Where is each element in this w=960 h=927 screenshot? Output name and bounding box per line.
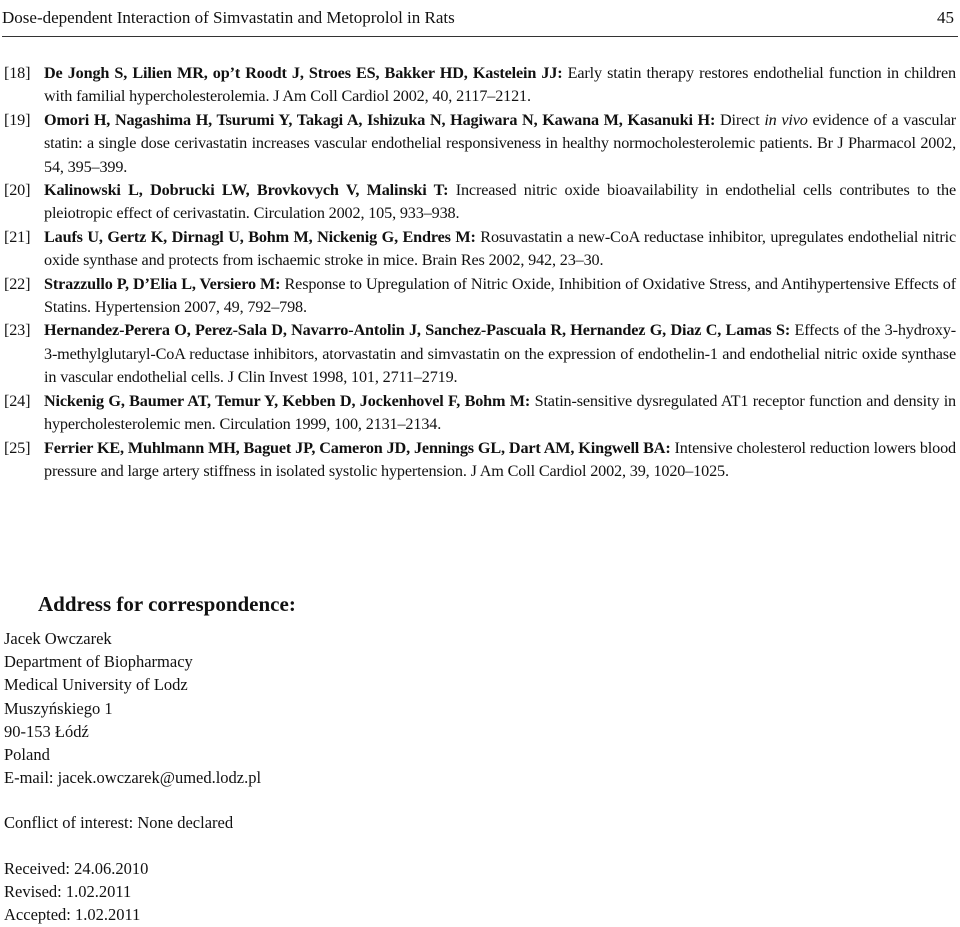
- reference-text: Response to Upregulation of Nitric Oxide, Inhibition of Oxidative Stress, and Antihypertensive Effects of Statins. Hypertension 2007, 49, 792–798.: [44, 274, 956, 317]
- reference-text: Rosuvastatin a new-CoA reductase inhibitor, upregulates endothelial nitric oxide synthase and protects from ischaemic stroke in mice. Brain Res 2002, 942, 23–30.: [44, 227, 957, 270]
- article-dates: [4, 857, 148, 927]
- date-accepted: Accepted: 1.02.2011: [4, 905, 141, 925]
- reference-item: [4, 319, 956, 389]
- reference-authors: Hernandez-Perera O, Perez-Sala D, Navarro-Antolin J, Sanchez-Pascuala R, Hernandez G, Diaz C, Lamas S:: [44, 321, 791, 340]
- reference-number: [21]: [4, 227, 31, 246]
- reference-authors: Nickenig G, Baumer AT, Temur Y, Kebben D, Jockenhovel F, Bohm M:: [44, 391, 531, 410]
- reference-authors: Omori H, Nagashima H, Tsurumi Y, Takagi A, Ishizuka N, Hagiwara N, Kawana M, Kasanuki H:: [44, 110, 716, 129]
- running-header: [2, 0, 958, 37]
- reference-number: [20]: [4, 181, 31, 200]
- reference-number: [25]: [4, 438, 31, 457]
- correspondence-city: 90-153 Łódź: [4, 721, 89, 741]
- reference-authors: Kalinowski L, Dobrucki LW, Brovkovych V, Malinski T:: [44, 181, 449, 200]
- conflict-of-interest: Conflict of interest: None declared: [4, 813, 234, 832]
- reference-list: [4, 62, 956, 483]
- running-title: Dose-dependent Interaction of Simvastatin and Metoprolol in Rats: [2, 8, 455, 27]
- reference-text: Increased nitric oxide bioavailability in endothelial cells contributes to the pleiotropic effect of cerivastatin. Circulation 2002, 105, 933–938.: [44, 181, 956, 223]
- reference-number: [22]: [4, 274, 31, 293]
- reference-number: [23]: [4, 321, 31, 340]
- reference-item: [4, 109, 956, 179]
- reference-item: [4, 226, 956, 273]
- correspondence-block: [4, 590, 296, 789]
- reference-item: [4, 273, 956, 320]
- reference-italic-text: in vivo: [764, 110, 808, 129]
- page-number: 45: [937, 8, 954, 27]
- reference-text: Intensive cholesterol reduction lowers blood pressure and large artery stiffness in isolated systolic hypertension. J Am Coll Cardiol 2002, 39, 1020–1025.: [44, 438, 956, 480]
- date-revised: Revised: 1.02.2011: [4, 882, 132, 902]
- reference-number: [18]: [4, 64, 31, 82]
- reference-authors: De Jongh S, Lilien MR, op’t Roodt J, Stroes ES, Bakker HD, Kastelein JJ:: [44, 64, 563, 82]
- reference-authors: Strazzullo P, D’Elia L, Versiero M:: [44, 274, 281, 293]
- reference-item: [4, 179, 956, 226]
- reference-item: [4, 390, 956, 437]
- reference-authors: Laufs U, Gertz K, Dirnagl U, Bohm M, Nickenig G, Endres M:: [44, 227, 476, 246]
- reference-text: Early statin therapy restores endothelial function in children with familial hypercholesterolemia. J Am Coll Cardiol 2002, 40, 2117–2121.: [44, 64, 956, 106]
- reference-number: [24]: [4, 391, 31, 410]
- reference-text: Direct: [715, 110, 765, 129]
- reference-text-continued: evidence of a vascular statin: a single dose cerivastatin increases vascular endothelial responsiveness in healthy normocholesterolemic patients. Br J Pharmacol 2002, 54, 395–399.: [44, 110, 956, 176]
- correspondence-institution: Medical University of Lodz: [4, 675, 188, 695]
- correspondence-country: Poland: [4, 745, 50, 765]
- reference-authors: Ferrier KE, Muhlmann MH, Baguet JP, Cameron JD, Jennings GL, Dart AM, Kingwell BA:: [44, 438, 671, 457]
- reference-text: Statin-sensitive dysregulated AT1 receptor function and density in hypercholesterolemic men. Circulation 1999, 100, 2131–2134.: [44, 391, 956, 434]
- reference-number: [19]: [4, 110, 31, 129]
- reference-item: [4, 62, 956, 109]
- reference-text: Effects of the 3-hydroxy-3-methylglutaryl-CoA reductase inhibitors, atorvastatin and simvastatin on the expression of endothelin-1 and endothelial nitric oxide synthase in vascular endothelial cells. J Clin Invest 1998, 101, 2711–2719.: [44, 321, 956, 387]
- reference-item: [4, 437, 956, 484]
- correspondence-street: Muszyńskiego 1: [4, 698, 113, 718]
- correspondence-heading: Address for correspondence:: [38, 592, 296, 616]
- correspondence-department: Department of Biopharmacy: [4, 652, 193, 672]
- correspondence-email: E-mail: jacek.owczarek@umed.lodz.pl: [4, 768, 262, 788]
- date-received: Received: 24.06.2010: [4, 859, 149, 878]
- correspondence-name: Jacek Owczarek: [4, 629, 112, 648]
